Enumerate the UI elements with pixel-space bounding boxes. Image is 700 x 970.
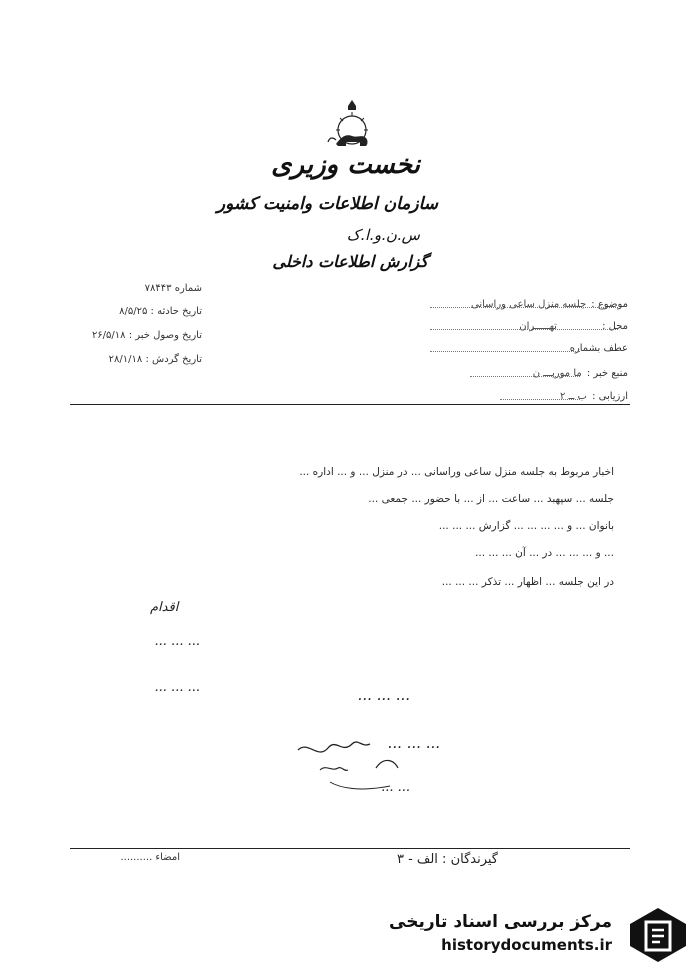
handwritten-note-3: ... ... ... [154,680,200,695]
signature-line-2: ... ... ... [387,734,440,752]
field-source-line [470,376,580,377]
meta-circulation-date-label: تاریخ گردش : [145,354,202,365]
watermark-url: historydocuments.ir [441,936,612,954]
meta-number-label: شماره [174,283,202,294]
body-line-1: اخبار مربوط به جلسه منزل ساعی وراسانی ... در منزل ... و ... اداره ... [299,466,614,478]
meta-number [52,283,202,294]
field-reference-line [430,351,580,352]
meta-event-date-label: تاریخ حادثه : [150,306,202,317]
meta-event-date [52,306,202,317]
lion-and-sun-emblem-icon [322,96,382,154]
header-organization: سازمان اطلاعات وامنیت کشور [216,194,438,214]
field-evaluation-line [500,399,580,400]
footer-recipients: گیرندگان : الف - ۳ [396,852,498,867]
field-evaluation-value: ب ــ ۲ [559,391,587,402]
signature-line-1: ... ... ... [357,686,410,704]
field-location-label: محل : [602,321,628,332]
body-line-4: ... و ... ... ... در ... آن ... ... ... [475,547,614,559]
meta-number-value: ۷۸۴۴۳ [144,283,172,294]
field-source-value: ما موریـــ ن [532,368,582,379]
handwritten-note-2: ... ... ... [154,634,200,649]
meta-received-date-value: ۲۶/۵/۱۸ [91,330,126,341]
body-line-5: در این جلسه ... اظهار ... تذکر ... ... ... [441,576,614,588]
field-reference [428,336,628,355]
field-location-line [430,329,618,330]
field-location-value: تهـــــران [519,321,557,332]
meta-circulation-date-value: ۲۸/۱/۱۸ [108,354,143,365]
field-subject [428,292,628,311]
field-subject-line [430,307,618,308]
field-evaluation-label: ارزیابی : [592,391,628,402]
meta-circulation-date [52,354,202,365]
meta-event-date-value: ۸/۵/۲۵ [119,306,148,317]
field-subject-value: جلسه منزل ساعی وراسانی [471,299,587,310]
footer-divider [70,848,630,849]
header-divider [70,404,630,405]
header-report-type: گزارش اطلاعات داخلی [272,252,428,271]
field-subject-label: موضوع : [591,299,628,310]
handwritten-note-1: اقدام [150,600,179,615]
document-center-logo-icon [628,906,688,964]
field-location [428,314,628,333]
header-code: س.ن.و.ا.ک [346,226,420,244]
field-evaluation [428,384,628,403]
signature-line-3: ... ... [381,780,410,795]
footer-signature-label: امضاء .......... [120,852,180,863]
field-reference-label: عطف بشماره [569,343,628,354]
field-source-label: منبع خبر : [586,368,628,379]
body-line-2: جلسه ... سپهبد ... ساعت ... از ... با حضور ... جمعی ... [368,493,614,505]
field-source [428,361,628,380]
meta-received-date-label: تاریخ وصول خبر : [128,330,202,341]
watermark-org-name: مرکز بررسی اسناد تاریخی [389,912,612,932]
meta-received-date [52,330,202,341]
body-line-3: بانوان ... و ... ... ... ... گزارش ... ... ... [438,520,614,532]
handwritten-signature-icon [290,720,440,810]
header-title: نخست وزیری [271,150,420,180]
